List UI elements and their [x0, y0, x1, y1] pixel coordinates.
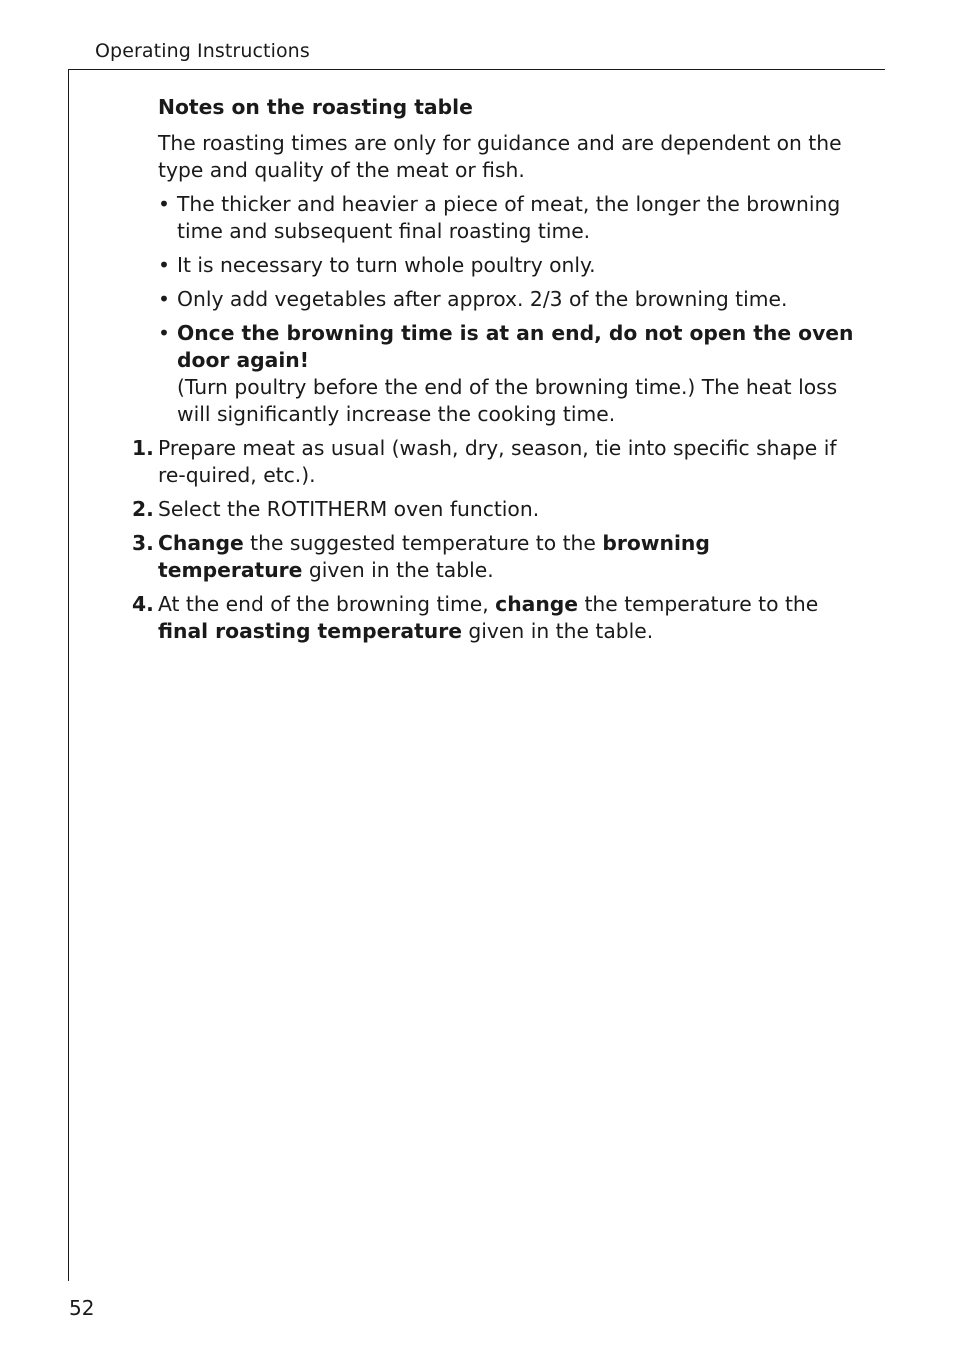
bullet-marker: • — [158, 253, 170, 277]
running-header: Operating Instructions — [95, 40, 310, 62]
notes-list — [158, 191, 858, 428]
step-item — [132, 496, 858, 523]
bullet-marker: • — [158, 287, 170, 311]
header-rule — [68, 69, 885, 70]
bullet-text: The thicker and heavier a piece of meat, the longer the browning time and subsequent final roasting time. — [177, 192, 841, 243]
step-emphasis: Change — [158, 531, 244, 555]
step-text: given in the table. — [302, 558, 494, 582]
steps-list — [132, 435, 858, 645]
bullet-text: Only add vegetables after approx. 2/3 of the browning time. — [177, 287, 788, 311]
bullet-text: It is necessary to turn whole poultry only. — [177, 253, 596, 277]
warning-text: (Turn poultry before the end of the browning time.) The heat loss will significantly increase the cooking time. — [177, 375, 838, 426]
step-text: At the end of the browning time, — [158, 592, 496, 616]
bullet-marker: • — [158, 192, 170, 216]
step-text: the temperature to the — [578, 592, 819, 616]
step-number: 4. — [132, 592, 154, 616]
step-item — [132, 435, 858, 489]
section-title: Notes on the roasting table — [158, 95, 473, 119]
main-content — [132, 94, 858, 652]
list-item — [158, 191, 858, 245]
page-number: 52 — [69, 1296, 95, 1320]
bullet-marker: • — [158, 321, 170, 345]
intro-paragraph: The roasting times are only for guidance and are dependent on the type and quality of the meat or fish. — [158, 131, 842, 182]
step-number: 3. — [132, 531, 154, 555]
step-item — [132, 530, 858, 584]
step-text: Prepare meat as usual (wash, dry, season, tie into specific shape if re-quired, etc.). — [158, 436, 837, 487]
step-item — [132, 591, 858, 645]
step-text: Select the ROTITHERM oven function. — [158, 497, 540, 521]
step-emphasis: change — [495, 592, 579, 616]
step-text: the suggested temperature to the — [243, 531, 603, 555]
warning-bold-text: Once the browning time is at an end, do not open the oven door again! — [177, 321, 854, 372]
step-emphasis: browning temperature — [158, 531, 710, 582]
step-text: given in the table. — [461, 619, 654, 643]
list-item — [158, 252, 858, 279]
step-number: 2. — [132, 497, 154, 521]
warning-item — [158, 320, 858, 428]
step-number: 1. — [132, 436, 154, 460]
margin-rule — [68, 69, 69, 1281]
step-emphasis: final roasting temperature — [158, 619, 462, 643]
list-item — [158, 286, 858, 313]
